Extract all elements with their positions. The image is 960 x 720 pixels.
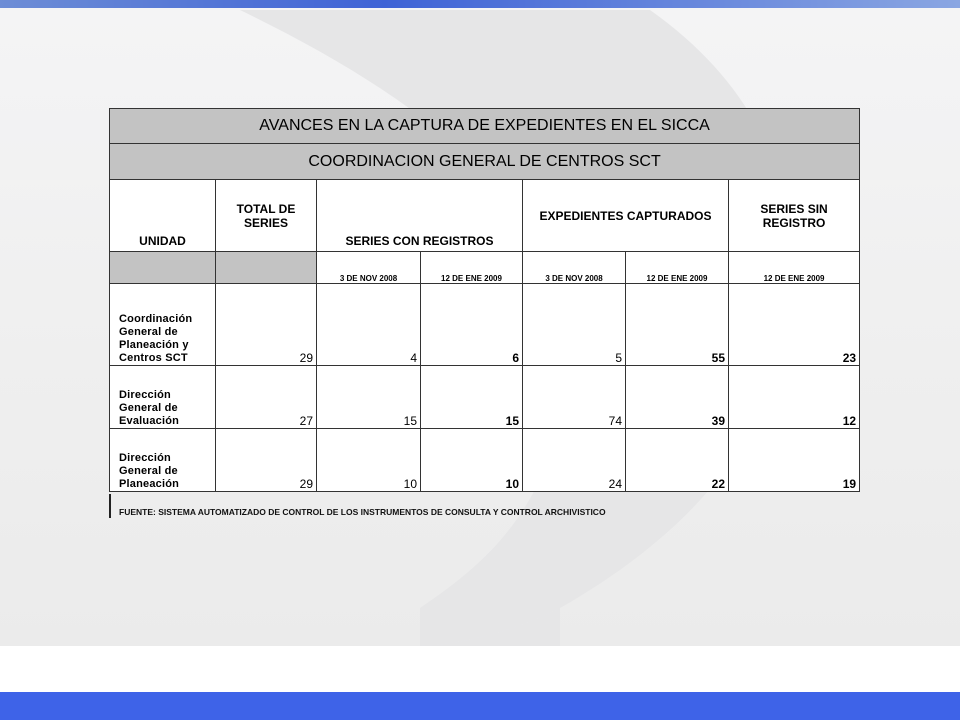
date-exp-ene: 12 DE ENE 2009 [626, 252, 729, 284]
exp-ene-value: 39 [626, 366, 729, 429]
header-total-series: TOTAL DE SERIES [216, 180, 317, 252]
series-nov-value: 4 [317, 284, 421, 366]
expedientes-table [109, 108, 860, 492]
sin-registro-value: 23 [729, 284, 860, 366]
total-series-value: 27 [216, 366, 317, 429]
table-row [110, 366, 860, 429]
table-row [110, 429, 860, 492]
table-title: AVANCES EN LA CAPTURA DE EXPEDIENTES EN EL SICCA [110, 109, 860, 144]
total-series-value: 29 [216, 429, 317, 492]
exp-nov-value: 24 [523, 429, 626, 492]
exp-nov-value: 5 [523, 284, 626, 366]
header-unidad: UNIDAD [110, 180, 216, 252]
exp-nov-value: 74 [523, 366, 626, 429]
top-accent-bar [0, 0, 960, 8]
footer-spacer [0, 646, 960, 692]
table-subtitle: COORDINACION GENERAL DE CENTROS SCT [110, 144, 860, 180]
date-sin-registro: 12 DE ENE 2009 [729, 252, 860, 284]
date-series-nov: 3 DE NOV 2008 [317, 252, 421, 284]
exp-ene-value: 22 [626, 429, 729, 492]
bottom-accent-bar [0, 692, 960, 720]
unit-name: Coordinación General de Planeación y Centros SCT [110, 284, 216, 366]
table-row [110, 284, 860, 366]
date-exp-nov: 3 DE NOV 2008 [523, 252, 626, 284]
series-ene-value: 6 [421, 284, 523, 366]
series-nov-value: 10 [317, 429, 421, 492]
header-series-sin-registro: SERIES SIN REGISTRO [729, 180, 860, 252]
date-cell-empty [110, 252, 216, 284]
unit-name: Dirección General de Planeación [110, 429, 216, 492]
date-cell-empty [216, 252, 317, 284]
sin-registro-value: 19 [729, 429, 860, 492]
header-series-con-registros: SERIES CON REGISTROS [317, 180, 523, 252]
series-ene-value: 10 [421, 429, 523, 492]
date-series-ene: 12 DE ENE 2009 [421, 252, 523, 284]
source-marker [109, 494, 111, 518]
sin-registro-value: 12 [729, 366, 860, 429]
source-note: FUENTE: SISTEMA AUTOMATIZADO DE CONTROL DE LOS INSTRUMENTOS DE CONSULTA Y CONTROL ARCHIVISTICO [119, 507, 606, 517]
series-ene-value: 15 [421, 366, 523, 429]
header-expedientes-capturados: EXPEDIENTES CAPTURADOS [523, 180, 729, 252]
exp-ene-value: 55 [626, 284, 729, 366]
total-series-value: 29 [216, 284, 317, 366]
unit-name: Dirección General de Evaluación [110, 366, 216, 429]
series-nov-value: 15 [317, 366, 421, 429]
